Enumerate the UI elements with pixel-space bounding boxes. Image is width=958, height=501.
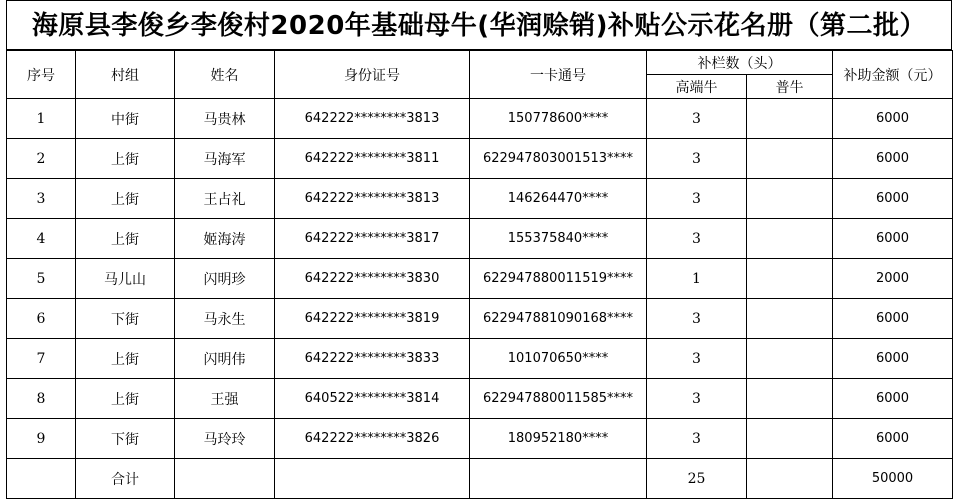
cell-amount[interactable]: 6000	[833, 379, 953, 419]
cell-card-number[interactable]: 180952180****	[470, 419, 647, 459]
cell-village-group[interactable]: 下街	[76, 419, 175, 459]
table-row	[7, 419, 953, 459]
cell-index[interactable]: 1	[7, 99, 76, 139]
cell-name[interactable]: 闪明伟	[175, 339, 275, 379]
cell-id-number[interactable]: 642222********3830	[275, 259, 470, 299]
cell-amount[interactable]: 6000	[833, 99, 953, 139]
cell-index[interactable]: 5	[7, 259, 76, 299]
cell-card-number[interactable]: 622947880011519****	[470, 259, 647, 299]
header-count-group[interactable]: 补栏数（头）	[647, 51, 833, 75]
table-row	[7, 259, 953, 299]
cell-ordinary[interactable]	[747, 179, 833, 219]
table-row	[7, 219, 953, 259]
cell-ordinary[interactable]	[747, 99, 833, 139]
cell-ordinary[interactable]	[747, 299, 833, 339]
cell-name[interactable]: 马海军	[175, 139, 275, 179]
cell-name[interactable]: 王强	[175, 379, 275, 419]
cell-village-group[interactable]: 上街	[76, 139, 175, 179]
total-cell-card[interactable]	[470, 459, 647, 499]
table-row	[7, 99, 953, 139]
cell-village-group[interactable]: 上街	[76, 379, 175, 419]
total-label[interactable]: 合计	[76, 459, 175, 499]
cell-name[interactable]: 闪明珍	[175, 259, 275, 299]
cell-index[interactable]: 2	[7, 139, 76, 179]
cell-high-end[interactable]: 3	[647, 139, 747, 179]
cell-amount[interactable]: 6000	[833, 339, 953, 379]
total-cell-index[interactable]	[7, 459, 76, 499]
cell-id-number[interactable]: 642222********3833	[275, 339, 470, 379]
header-index[interactable]: 序号	[7, 51, 76, 99]
cell-village-group[interactable]: 中街	[76, 99, 175, 139]
cell-ordinary[interactable]	[747, 379, 833, 419]
cell-id-number[interactable]: 642222********3813	[275, 99, 470, 139]
cell-card-number[interactable]: 101070650****	[470, 339, 647, 379]
cell-amount[interactable]: 6000	[833, 219, 953, 259]
sheet-title: 海原县李俊乡李俊村2020年基础母牛(华润赊销)补贴公示花名册（第二批）	[6, 0, 952, 50]
cell-village-group[interactable]: 马儿山	[76, 259, 175, 299]
total-cell-ordinary[interactable]	[747, 459, 833, 499]
total-cell-name[interactable]	[175, 459, 275, 499]
cell-id-number[interactable]: 642222********3811	[275, 139, 470, 179]
subsidy-table	[6, 50, 953, 499]
header-high-end[interactable]: 高端牛	[647, 75, 747, 99]
cell-ordinary[interactable]	[747, 259, 833, 299]
cell-index[interactable]: 8	[7, 379, 76, 419]
table-row	[7, 339, 953, 379]
total-cell-id[interactable]	[275, 459, 470, 499]
cell-card-number[interactable]: 150778600****	[470, 99, 647, 139]
header-ordinary[interactable]: 普牛	[747, 75, 833, 99]
cell-name[interactable]: 马玲玲	[175, 419, 275, 459]
table-row	[7, 179, 953, 219]
cell-index[interactable]: 9	[7, 419, 76, 459]
total-amount[interactable]: 50000	[833, 459, 953, 499]
cell-id-number[interactable]: 642222********3817	[275, 219, 470, 259]
header-amount[interactable]: 补助金额（元）	[833, 51, 953, 99]
cell-ordinary[interactable]	[747, 339, 833, 379]
cell-village-group[interactable]: 上街	[76, 219, 175, 259]
cell-index[interactable]: 7	[7, 339, 76, 379]
cell-amount[interactable]: 6000	[833, 419, 953, 459]
cell-village-group[interactable]: 上街	[76, 339, 175, 379]
cell-index[interactable]: 4	[7, 219, 76, 259]
cell-ordinary[interactable]	[747, 219, 833, 259]
cell-card-number[interactable]: 622947881090168****	[470, 299, 647, 339]
cell-name[interactable]: 王占礼	[175, 179, 275, 219]
cell-high-end[interactable]: 3	[647, 379, 747, 419]
cell-card-number[interactable]: 622947803001513****	[470, 139, 647, 179]
cell-id-number[interactable]: 640522********3814	[275, 379, 470, 419]
cell-index[interactable]: 3	[7, 179, 76, 219]
cell-high-end[interactable]: 3	[647, 339, 747, 379]
header-card-number[interactable]: 一卡通号	[470, 51, 647, 99]
table-row	[7, 299, 953, 339]
cell-id-number[interactable]: 642222********3826	[275, 419, 470, 459]
total-high-end[interactable]: 25	[647, 459, 747, 499]
table-row	[7, 379, 953, 419]
cell-amount[interactable]: 6000	[833, 299, 953, 339]
cell-name[interactable]: 马贵林	[175, 99, 275, 139]
cell-high-end[interactable]: 3	[647, 179, 747, 219]
table-row	[7, 139, 953, 179]
data-table-wrapper	[0, 50, 958, 501]
cell-id-number[interactable]: 642222********3819	[275, 299, 470, 339]
cell-id-number[interactable]: 642222********3813	[275, 179, 470, 219]
cell-village-group[interactable]: 下街	[76, 299, 175, 339]
header-name[interactable]: 姓名	[175, 51, 275, 99]
cell-high-end[interactable]: 3	[647, 299, 747, 339]
cell-name[interactable]: 马永生	[175, 299, 275, 339]
cell-amount[interactable]: 6000	[833, 139, 953, 179]
cell-ordinary[interactable]	[747, 139, 833, 179]
table-header-row	[7, 51, 953, 75]
cell-ordinary[interactable]	[747, 419, 833, 459]
cell-card-number[interactable]: 146264470****	[470, 179, 647, 219]
cell-high-end[interactable]: 3	[647, 219, 747, 259]
cell-high-end[interactable]: 1	[647, 259, 747, 299]
cell-name[interactable]: 姬海涛	[175, 219, 275, 259]
cell-amount[interactable]: 2000	[833, 259, 953, 299]
cell-high-end[interactable]: 3	[647, 419, 747, 459]
header-village-group[interactable]: 村组	[76, 51, 175, 99]
table-total-row	[7, 459, 953, 499]
cell-card-number[interactable]: 622947880011585****	[470, 379, 647, 419]
cell-high-end[interactable]: 3	[647, 99, 747, 139]
header-id-number[interactable]: 身份证号	[275, 51, 470, 99]
cell-village-group[interactable]: 上街	[76, 179, 175, 219]
cell-card-number[interactable]: 155375840****	[470, 219, 647, 259]
cell-amount[interactable]: 6000	[833, 179, 953, 219]
cell-index[interactable]: 6	[7, 299, 76, 339]
